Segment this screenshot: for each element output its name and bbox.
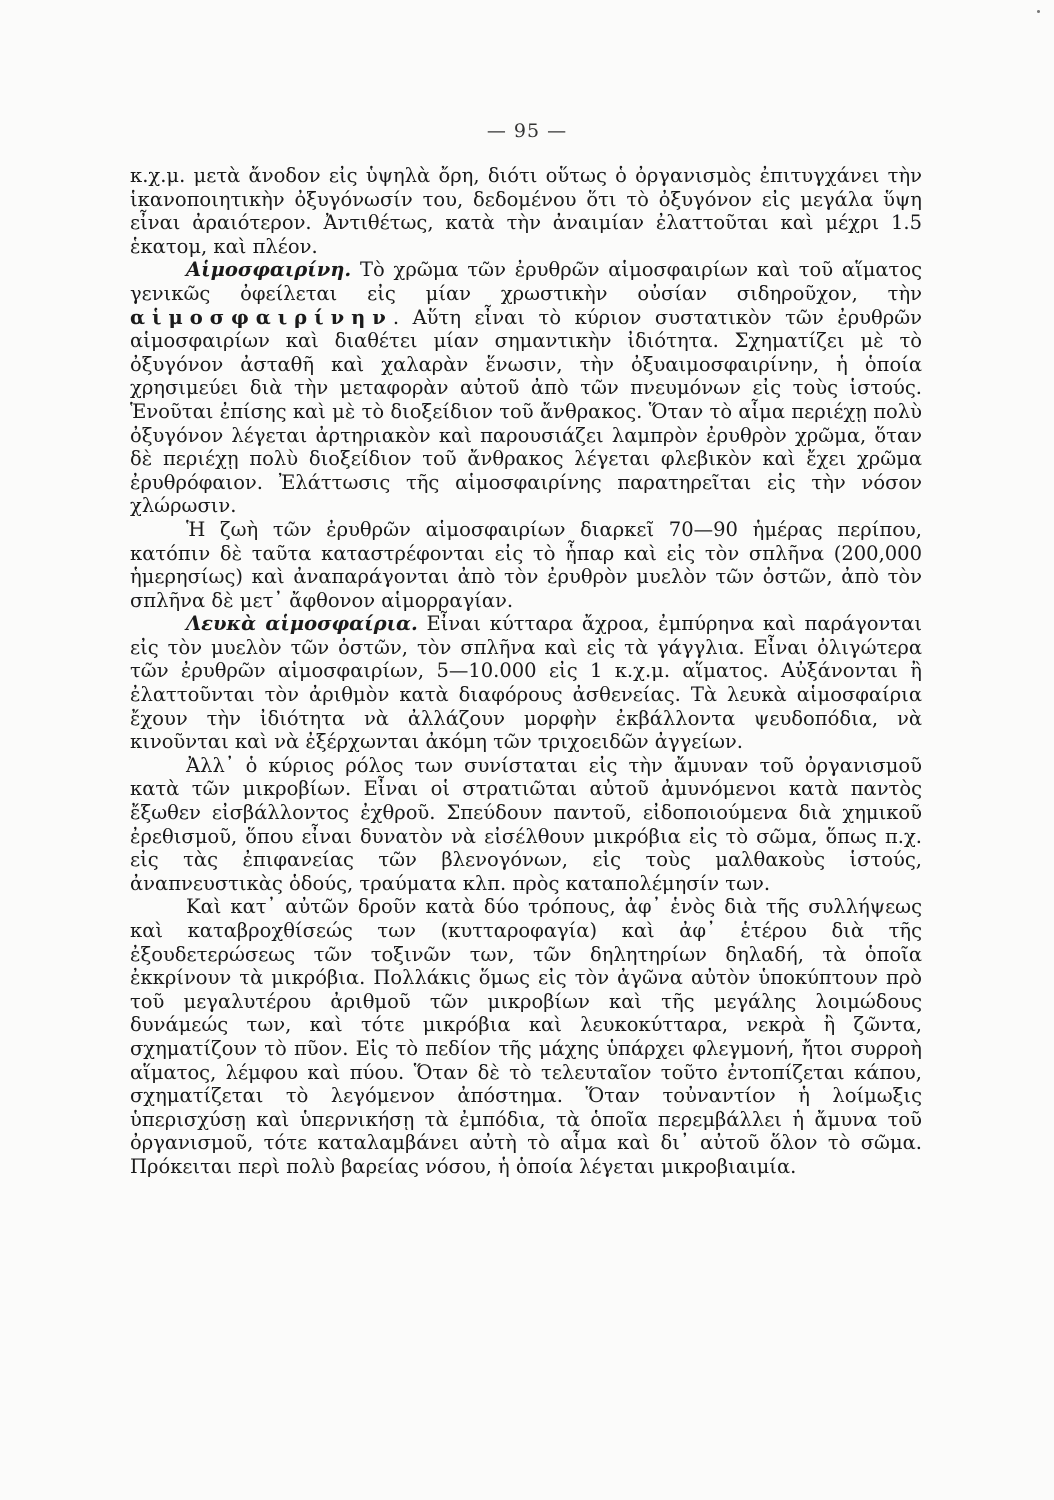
paragraph-defense-methods: Καὶ κατ᾽ αὐτῶν δροῦν κατὰ δύο τρόπους, ἀφ᾽ ἑνὸς διὰ τῆς συλλήψεως καὶ καταβροχθίσεώς των (κυτταροφαγία) καὶ ἀφ᾽ ἑτέρου διὰ τῆς ἐξουδετερώσεως τῶν τοξινῶν των, τῶν δηλητηρίων δηλαδή, τὰ ὁποῖα ἐκκρίνουν τὰ μικρόβια. Πολλάκις ὅμως εἰς τὸν ἀγῶνα αὐτὸν ὑποκύπτουν πρὸ τοῦ μεγαλυτέρου ἀριθμοῦ τῶν μικροβίων καὶ τῆς μεγάλης λοιμώδους δυνάμεώς των, καὶ τότε μικρόβια καὶ λευκοκύτταρα, νεκρὰ ἢ ζῶντα, σχηματίζουν τὸ πῦον. Εἰς τὸ πεδίον τῆς μάχης ὑπάρχει φλεγμονή, ἤτοι συρροὴ αἵματος, λέμφου καὶ πύου. Ὅταν δὲ τὸ τελευταῖον τοῦτο ἐντοπίζεται κάπου, σχηματίζεται τὸ λεγόμενον ἀπόστημα. Ὅταν τοὐναντίον ἡ λοίμωξις ὑπερισχύσῃ καὶ ὑπερνικήσῃ τὰ ἐμπόδια, τὰ ὁποῖα περεμβάλλει ἡ ἄμυνα τοῦ ὀργανισμοῦ, τότε καταλαμβάνει αὐτὴ τὸ αἷμα καὶ δι᾽ αὐτοῦ ὅλον τὸ σῶμα. Πρόκειται περὶ πολὺ βαρείας νόσου, ἡ ὁποία λέγεται μικροβιαιμία. (130, 895, 922, 1178)
paragraph-text: Τὸ χρῶμα τῶν ἐρυθρῶν αἱμοσφαιρίων καὶ τοῦ αἵματος γενικῶς ὀφείλεται εἰς μίαν χρωστικὴν οὐσίαν σιδηροῦχον, τὴν (130, 258, 922, 305)
paragraph-defense-role: Ἀλλ᾽ ὁ κύριος ρόλος των συνίσταται εἰς τὴν ἄμυναν τοῦ ὀργανισμοῦ κατὰ τῶν μικροβίων. Εἶναι οἱ στρατιῶται αὐτοῦ ἀμυνόμενοι κατὰ παντὸς ἔξωθεν εἰσβάλλοντος ἐχθροῦ. Σπεύδουν παντοῦ, εἰδοποιούμενα διὰ χημικοῦ ἐρεθισμοῦ, ὅπου εἶναι δυνατὸν νὰ εἰσέλθουν μικρόβια εἰς τὸ σῶμα, ὅπως π.χ. εἰς τὰς ἐπιφανείας τῶν βλενογόνων, εἰς τοὺς μαλθακοὺς ἱστούς, ἀναπνευστικὰς ὁδούς, τραύματα κλπ. πρὸς καταπολέμησίν των. (130, 753, 922, 895)
spaced-term: αἱμοσφαιρίνην (130, 305, 393, 329)
paragraph-text: . Αὕτη εἶναι τὸ κύριον συστατικὸν τῶν ἐρυθρῶν αἱμοσφαιρίων καὶ διαθέτει μίαν σημαντικὴν ἰδιότητα. Σχηματίζει μὲ τὸ ὀξυγόνον ἀσταθῆ καὶ χαλαρὰν ἕνωσιν, τὴν ὀξυαιμοσφαιρίνην, ἡ ὁποία χρησιμεύει διὰ τὴν μεταφορὰν αὐτοῦ ἀπὸ τῶν πνευμόνων εἰς τοὺς ἱστούς. Ἑνοῦται ἐπίσης καὶ μὲ τὸ διοξείδιον τοῦ ἄνθρακος. Ὅταν τὸ αἷμα περιέχῃ πολὺ ὀξυγόνον λέγεται ἀρτηριακὸν καὶ παρουσιάζει λαμπρὸν ἐρυθρὸν χρῶμα, ὅταν δὲ περιέχῃ πολὺ διοξείδιον τοῦ ἄνθρακος λέγεται φλεβικὸν καὶ ἔχει χρῶμα ἐρυθρόφαιον. Ἐλάττωσις τῆς αἱμοσφαιρίνης παρατηρεῖται εἰς τὴν νόσον χλώρωσιν. (130, 305, 922, 518)
scan-speck (1037, 10, 1040, 13)
page-number: — 95 — (486, 120, 568, 142)
paragraph-white-cells (130, 612, 922, 754)
section-heading-haemoglobin: Αἱμοσφαιρίνη. (186, 258, 352, 282)
body-text (130, 164, 922, 1179)
section-heading-white-cells: Λευκὰ αἱμοσφαίρια. (186, 612, 418, 636)
paragraph-red-cell-life: Ἡ ζωὴ τῶν ἐρυθρῶν αἱμοσφαιρίων διαρκεῖ 70—90 ἡμέρας περίπου, κατόπιν δὲ ταῦτα καταστρέφονται εἰς τὸ ἧπαρ καὶ εἰς τὸν σπλῆνα (200,000 ἡμερησίως) καὶ ἀναπαράγονται ἀπὸ τὸν ἐρυθρὸν μυελὸν τῶν ὀστῶν, ἀπὸ τὸν σπλῆνα δὲ μετ᾽ ἄφθονον αἱμορραγίαν. (130, 517, 922, 612)
paragraph-continuation: κ.χ.μ. μετὰ ἄνοδον εἰς ὑψηλὰ ὄρη, διότι οὕτως ὁ ὀργανισμὸς ἐπιτυγχάνει τὴν ἱκανοποιητικὴν ὀξυγόνωσίν του, δεδομένου ὅτι τὸ ὀξυγόνον εἰς μεγάλα ὕψη εἶναι ἀραιότερον. Ἀντιθέτως, κατὰ τὴν ἀναιμίαν ἐλαττοῦται καὶ μέχρι 1.5 ἑκατομ, καὶ πλέον. (130, 164, 922, 258)
paragraph-haemoglobin (130, 258, 922, 518)
paragraph-text: Εἶναι κύτταρα ἄχροα, ἐμπύρηνα καὶ παράγονται εἰς τὸν μυελὸν τῶν ὀστῶν, τὸν σπλῆνα καὶ εἰς τὰ γάγγλια. Εἶναι ὀλιγώτερα τῶν ἐρυθρῶν αἱμοσφαιρίων, 5—10.000 εἰς 1 κ.χ.μ. αἵματος. Αὐξάνονται ἢ ἐλαττοῦνται τὸν ἀριθμὸν κατὰ διαφόρους ἀσθενείας. Τὰ λευκὰ αἱμοσφαίρια ἔχουν τὴν ἰδιότητα νὰ ἀλλάζουν μορφὴν ἐκβάλλοντα ψευδοπόδια, νὰ κινοῦνται καὶ νὰ ἐξέρχωνται ἀκόμη τῶν τριχοειδῶν ἀγγείων. (130, 612, 922, 754)
